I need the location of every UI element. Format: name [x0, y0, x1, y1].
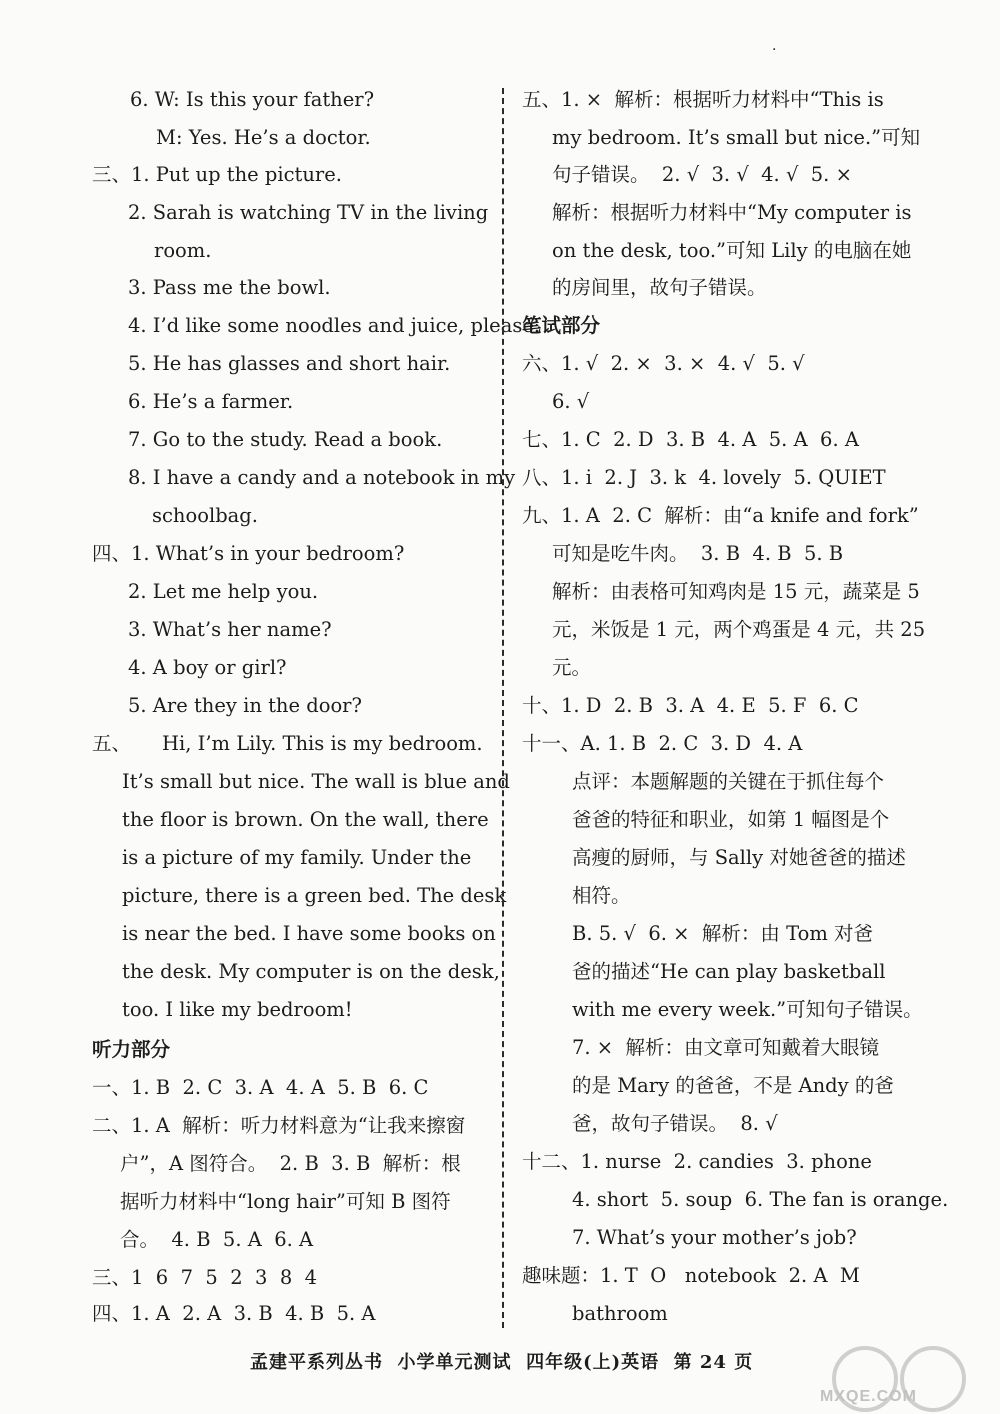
- right-line: my bedroom. It’s small but nice.”可知: [552, 126, 921, 149]
- right-line: 解析：由表格可知鸡肉是 15 元，蔬菜是 5: [552, 580, 920, 603]
- right-line: 的房间里，故句子错误。: [552, 276, 767, 299]
- left-line: 四、1. A 2. A 3. B 4. B 5. A: [92, 1302, 376, 1325]
- right-line: 十、1. D 2. B 3. A 4. E 5. F 6. C: [522, 694, 859, 717]
- right-line: 句子错误。 2. √ 3. √ 4. √ 5. ×: [552, 163, 852, 186]
- left-line: 6. W: Is this your father?: [130, 88, 375, 111]
- right-line: 七、1. C 2. D 3. B 4. A 5. A 6. A: [522, 428, 859, 451]
- left-line: 5. Are they in the door?: [128, 694, 362, 717]
- right-line: 解析：根据听力材料中“My computer is: [552, 201, 912, 224]
- left-line: 一、1. B 2. C 3. A 4. A 5. B 6. C: [92, 1076, 429, 1099]
- left-line: is near the bed. I have some books on: [122, 922, 496, 945]
- watermark-text: MXQE.COM: [820, 1388, 917, 1405]
- right-line: 6. √: [552, 390, 590, 413]
- right-line: 五、1. × 解析：根据听力材料中“This is: [522, 88, 884, 111]
- left-line: 5. He has glasses and short hair.: [128, 352, 451, 375]
- left-line: 二、1. A 解析：听力材料意为“让我来擦窗: [92, 1114, 466, 1137]
- left-line: 3. Pass me the bowl.: [128, 276, 331, 299]
- left-line: too. I like my bedroom!: [122, 998, 353, 1021]
- right-line: 九、1. A 2. C 解析：由“a knife and fork”: [522, 504, 919, 527]
- right-line: 十二、1. nurse 2. candies 3. phone: [522, 1150, 872, 1173]
- right-line: 可知是吃牛肉。 3. B 4. B 5. B: [552, 542, 844, 565]
- right-line: 7. What’s your mother’s job?: [572, 1226, 857, 1249]
- right-line: 元，米饭是 1 元，两个鸡蛋是 4 元，共 25: [552, 618, 926, 641]
- left-line: 3. What’s her name?: [128, 618, 332, 641]
- left-line: 三、1 6 7 5 2 3 8 4: [92, 1266, 318, 1289]
- left-line: 7. Go to the study. Read a book.: [128, 428, 443, 451]
- left-line: the floor is brown. On the wall, there: [122, 808, 489, 831]
- left-line: 四、1. What’s in your bedroom?: [92, 542, 405, 565]
- right-line: 八、1. i 2. J 3. k 4. lovely 5. QUIET: [522, 466, 886, 489]
- right-line: 高瘦的厨师，与 Sally 对她爸爸的描述: [572, 846, 906, 869]
- right-line: 的是 Mary 的爸爸，不是 Andy 的爸: [572, 1074, 894, 1097]
- left-line: 4. I’d like some noodles and juice, please.: [128, 314, 541, 337]
- column-divider: [502, 88, 504, 1328]
- left-line: 合。 4. B 5. A 6. A: [120, 1228, 314, 1251]
- right-line: 元。: [552, 656, 592, 679]
- right-line: with me every week.”可知句子错误。: [572, 998, 923, 1021]
- page-dot: .: [772, 38, 777, 54]
- right-line: 7. × 解析：由文章可知戴着大眼镜: [572, 1036, 880, 1059]
- left-line: picture, there is a green bed. The desk: [122, 884, 507, 907]
- left-line: room.: [154, 239, 212, 262]
- left-line: 4. A boy or girl?: [128, 656, 287, 679]
- left-line: 据听力材料中“long hair”可知 B 图符: [120, 1190, 451, 1213]
- right-line: 爸爸的特征和职业，如第 1 幅图是个: [572, 808, 890, 831]
- page-footer: 孟建平系列丛书 小学单元测试 四年级(上)英语 第 24 页: [250, 1352, 754, 1373]
- left-line: 2. Let me help you.: [128, 580, 319, 603]
- right-line: 爸，故句子错误。 8. √: [572, 1112, 778, 1135]
- left-line: 五、 Hi, I’m Lily. This is my bedroom.: [92, 732, 483, 755]
- left-line: 户”，A 图符合。 2. B 3. B 解析：根: [120, 1152, 461, 1175]
- left-line: the desk. My computer is on the desk,: [122, 960, 500, 983]
- right-line: on the desk, too.”可知 Lily 的电脑在她: [552, 239, 912, 262]
- right-line: 4. short 5. soup 6. The fan is orange.: [572, 1188, 949, 1211]
- right-line: 六、1. √ 2. × 3. × 4. √ 5. √: [522, 352, 805, 375]
- right-line: 十一、A. 1. B 2. C 3. D 4. A: [522, 732, 803, 755]
- left-line: M: Yes. He’s a doctor.: [156, 126, 371, 149]
- right-line: 笔试部分: [522, 314, 601, 337]
- left-line: schoolbag.: [152, 504, 258, 527]
- left-line: 2. Sarah is watching TV in the living: [128, 201, 489, 224]
- right-line: 相符。: [572, 884, 631, 907]
- left-line: 8. I have a candy and a notebook in my: [128, 466, 516, 489]
- left-line: 6. He’s a farmer.: [128, 390, 294, 413]
- right-line: 点评：本题解题的关键在于抓住每个: [572, 770, 885, 793]
- right-line: B. 5. √ 6. × 解析：由 Tom 对爸: [572, 922, 874, 945]
- right-line: bathroom: [572, 1302, 668, 1325]
- left-line: 三、1. Put up the picture.: [92, 163, 342, 186]
- left-line: It’s small but nice. The wall is blue and: [122, 770, 510, 793]
- left-line: is a picture of my family. Under the: [122, 846, 472, 869]
- right-line: 爸的描述“He can play basketball: [572, 960, 886, 983]
- right-line: 趣味题：1. T O notebook 2. A M: [522, 1264, 860, 1287]
- left-line: 听力部分: [92, 1038, 171, 1061]
